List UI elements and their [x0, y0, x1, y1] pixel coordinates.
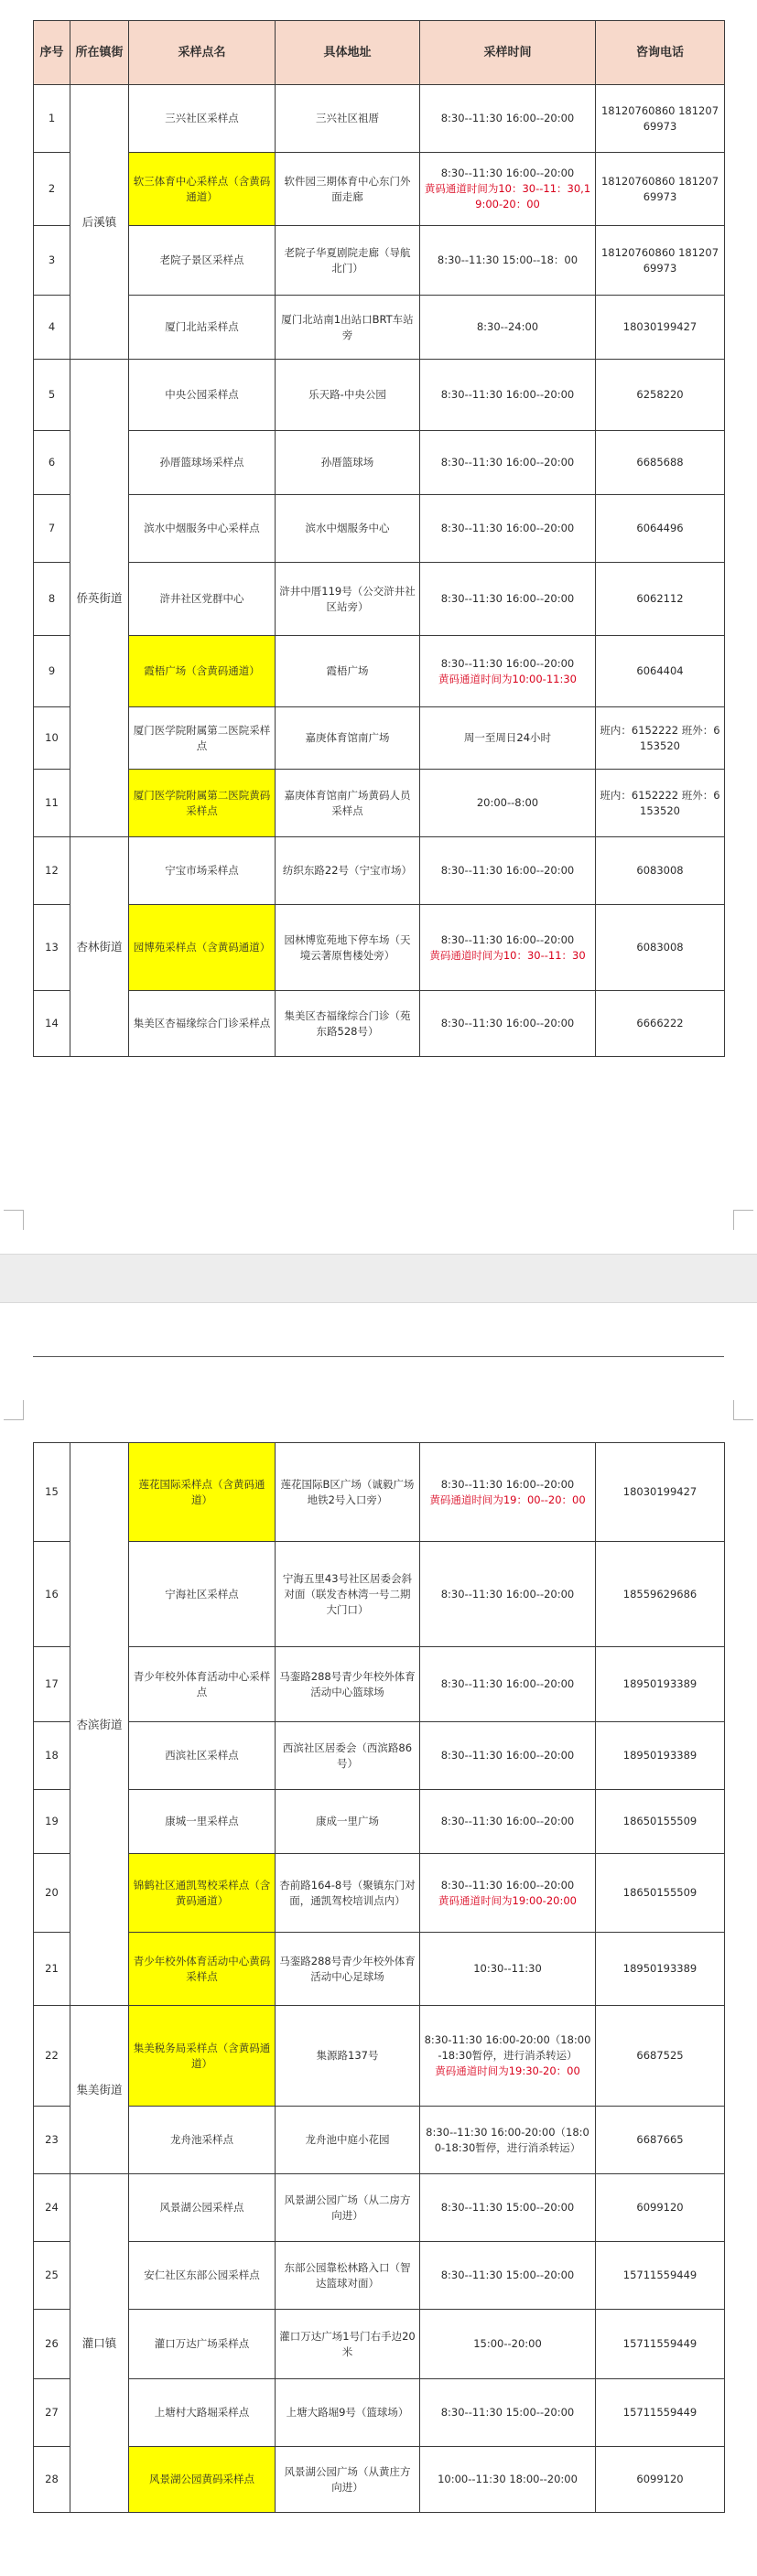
- phone: 6083008: [596, 905, 725, 991]
- sampling-sites-table-part-1: [33, 20, 725, 1057]
- time-text: 20:00--8:00: [476, 796, 539, 809]
- row-no: 22: [34, 2006, 70, 2107]
- time-text: 10:30--11:30: [473, 1962, 542, 1975]
- time-text: 15:00--20:00: [473, 2337, 542, 2350]
- row-no: 26: [34, 2310, 70, 2379]
- row-no: 24: [34, 2174, 70, 2242]
- phone: 18950193389: [596, 1722, 725, 1790]
- sampling-time: [420, 2174, 596, 2242]
- site-name: 浒井社区党群中心: [129, 563, 276, 636]
- row-no: 12: [34, 837, 70, 905]
- time-text: 8:30-11:30 16:00-20:00（18:00-18:30暂停，进行消杀转运）: [424, 2033, 591, 2062]
- time-text: 8:30--11:30 16:00--20:00: [440, 388, 575, 401]
- site-address: 厦门北站南1出站口BRT车站旁: [276, 296, 420, 360]
- phone: 18950193389: [596, 1933, 725, 2006]
- time-text: 8:30--24:00: [476, 320, 539, 333]
- phone: 6083008: [596, 837, 725, 905]
- table-row: [34, 1542, 725, 1647]
- site-address: 乐天路-中央公园: [276, 360, 420, 431]
- yellow-code-time: 黄码通道时间为19：00--20：00: [429, 1493, 586, 1506]
- site-name: 三兴社区采样点: [129, 85, 276, 153]
- site-address: 莲花国际B区广场（诚毅广场地铁2号入口旁）: [276, 1443, 420, 1542]
- yellow-code-time: 黄码通道时间为19:00-20:00: [438, 1893, 577, 1907]
- yellow-code-time: 黄码通道时间为10：30--11：30,19:00-20：00: [424, 182, 591, 210]
- phone: 18030199427: [596, 1443, 725, 1542]
- header-no: 序号: [34, 21, 70, 85]
- site-address: 康成一里广场: [276, 1790, 420, 1854]
- site-name: 莲花国际采样点（含黄码通道）: [129, 1443, 276, 1542]
- table-row: [34, 707, 725, 770]
- phone: 6064496: [596, 495, 725, 563]
- row-no: 19: [34, 1790, 70, 1854]
- time-text: 8:30--11:30 16:00--20:00: [440, 1815, 575, 1827]
- phone: 18559629686: [596, 1542, 725, 1647]
- row-no: 4: [34, 296, 70, 360]
- row-no: 11: [34, 770, 70, 837]
- row-no: 15: [34, 1443, 70, 1542]
- row-no: 8: [34, 563, 70, 636]
- sampling-time: [420, 905, 596, 991]
- sampling-time: [420, 1854, 596, 1933]
- row-no: 25: [34, 2242, 70, 2310]
- table-row: [34, 1443, 725, 1542]
- table-row: [34, 1933, 725, 2006]
- row-no: 14: [34, 991, 70, 1057]
- time-text: 8:30--11:30 16:00--20:00: [440, 167, 575, 179]
- time-text: 8:30--11:30 16:00--20:00: [440, 864, 575, 877]
- document-page-1: [0, 0, 757, 1254]
- site-name: 青少年校外体育活动中心采样点: [129, 1647, 276, 1722]
- phone: 班内：6152222 班外：6153520: [596, 707, 725, 770]
- table-row: [34, 1854, 725, 1933]
- sampling-time: [420, 636, 596, 707]
- phone: 班内：6152222 班外：6153520: [596, 770, 725, 837]
- phone: 15711559449: [596, 2379, 725, 2447]
- site-name: 风景湖公园采样点: [129, 2174, 276, 2242]
- site-name: 软三体育中心采样点（含黄码通道）: [129, 153, 276, 226]
- site-address: 宁海五里43号社区居委会斜对面（联发杏林湾一号二期大门口）: [276, 1542, 420, 1647]
- time-text: 8:30--11:30 16:00-20:00（18:00-18:30暂停，进行消杀转运）: [426, 2125, 589, 2154]
- site-name: 园博苑采样点（含黄码通道）: [129, 905, 276, 991]
- phone: 18120760860 18120769973: [596, 226, 725, 296]
- phone: 15711559449: [596, 2242, 725, 2310]
- site-address: 马銮路288号青少年校外体育活动中心足球场: [276, 1933, 420, 2006]
- phone: 6666222: [596, 991, 725, 1057]
- table-row: [34, 636, 725, 707]
- time-text: 8:30--11:30 16:00--20:00: [440, 592, 575, 605]
- site-address: 灌口万达广场1号门右手边20米: [276, 2310, 420, 2379]
- site-address: 风景湖公园广场（从二房方向进）: [276, 2174, 420, 2242]
- table-row: [34, 837, 725, 905]
- sampling-time: [420, 2447, 596, 2513]
- time-text: 8:30--11:30 16:00--20:00: [440, 456, 575, 469]
- table-header-row: [34, 21, 725, 85]
- site-name: 宁海社区采样点: [129, 1542, 276, 1647]
- row-no: 16: [34, 1542, 70, 1647]
- yellow-code-time: 黄码通道时间为19:30-20：00: [435, 2064, 580, 2077]
- time-text: 8:30--11:30 16:00--20:00: [440, 522, 575, 534]
- time-text: 8:30--11:30 16:00--20:00: [440, 1587, 575, 1601]
- site-name: 孙厝篮球场采样点: [129, 431, 276, 495]
- sampling-time: [420, 2310, 596, 2379]
- table-row: [34, 563, 725, 636]
- row-no: 6: [34, 431, 70, 495]
- yellow-code-time: 黄码通道时间为10：30--11：30: [429, 948, 586, 962]
- site-address: 老院子华夏剧院走廊（导航北门）: [276, 226, 420, 296]
- site-name: 上塘村大路堀采样点: [129, 2379, 276, 2447]
- site-name: 青少年校外体育活动中心黄码采样点: [129, 1933, 276, 2006]
- phone: 6685688: [596, 431, 725, 495]
- site-address: 嘉庚体育馆南广场黄码人员采样点: [276, 770, 420, 837]
- site-name: 中央公园采样点: [129, 360, 276, 431]
- header-time: 采样时间: [420, 21, 596, 85]
- page-corner-mark: [4, 1400, 24, 1420]
- row-no: 5: [34, 360, 70, 431]
- sampling-time: [420, 707, 596, 770]
- phone: 15711559449: [596, 2310, 725, 2379]
- table-row: [34, 296, 725, 360]
- phone: 6099120: [596, 2447, 725, 2513]
- page-corner-mark: [733, 1210, 753, 1230]
- time-text: 8:30--11:30 15:00--18：00: [437, 253, 579, 266]
- row-no: 20: [34, 1854, 70, 1933]
- table-row: [34, 1722, 725, 1790]
- site-name: 厦门北站采样点: [129, 296, 276, 360]
- sampling-sites-table-part-2: [33, 1442, 725, 2513]
- sampling-time: [420, 1790, 596, 1854]
- sampling-time: [420, 991, 596, 1057]
- header-site: 采样点名: [129, 21, 276, 85]
- phone: 6258220: [596, 360, 725, 431]
- sampling-time: [420, 1933, 596, 2006]
- site-address: 上塘大路堀9号（篮球场）: [276, 2379, 420, 2447]
- site-name: 安仁社区东部公园采样点: [129, 2242, 276, 2310]
- site-address: 滨水中烟服务中心: [276, 495, 420, 563]
- sampling-time: [420, 837, 596, 905]
- phone: 18120760860 18120769973: [596, 85, 725, 153]
- time-text: 8:30--11:30 15:00--20:00: [440, 2269, 575, 2281]
- site-address: 风景湖公园广场（从黄庄方向进）: [276, 2447, 420, 2513]
- time-text: 8:30--11:30 16:00--20:00: [440, 1878, 575, 1892]
- row-no: 17: [34, 1647, 70, 1722]
- site-name: 龙舟池采样点: [129, 2107, 276, 2174]
- table-row: [34, 2447, 725, 2513]
- site-address: 集源路137号: [276, 2006, 420, 2107]
- row-no: 9: [34, 636, 70, 707]
- row-no: 21: [34, 1933, 70, 2006]
- time-text: 8:30--11:30 16:00--20:00: [440, 656, 575, 670]
- row-no: 7: [34, 495, 70, 563]
- site-name: 厦门医学院附属第二医院采样点: [129, 707, 276, 770]
- sampling-time: [420, 85, 596, 153]
- sampling-time: [420, 2006, 596, 2107]
- row-no: 1: [34, 85, 70, 153]
- town-cell: 后溪镇: [70, 85, 129, 360]
- table-row: [34, 2242, 725, 2310]
- table-row: [34, 1790, 725, 1854]
- phone: 6064404: [596, 636, 725, 707]
- table-row: [34, 2174, 725, 2242]
- sampling-time: [420, 1542, 596, 1647]
- page-corner-mark: [4, 1210, 24, 1230]
- site-address: 霞梧广场: [276, 636, 420, 707]
- site-name: 康城一里采样点: [129, 1790, 276, 1854]
- table-row: [34, 495, 725, 563]
- sampling-time: [420, 2242, 596, 2310]
- site-address: 软件园三期体育中心东门外面走廊: [276, 153, 420, 226]
- row-no: 28: [34, 2447, 70, 2513]
- time-text: 8:30--11:30 16:00--20:00: [440, 1477, 575, 1491]
- sampling-time: [420, 1722, 596, 1790]
- site-address: 东部公园靠松林路入口（智达篮球对面）: [276, 2242, 420, 2310]
- site-address: 杏前路164-8号（聚镇东门对面，通凯驾校培训点内）: [276, 1854, 420, 1933]
- town-cell: 侨英街道: [70, 360, 129, 837]
- site-name: 霞梧广场（含黄码通道）: [129, 636, 276, 707]
- phone: 18950193389: [596, 1647, 725, 1722]
- table-row: [34, 905, 725, 991]
- time-text: 8:30--11:30 16:00--20:00: [440, 1017, 575, 1029]
- row-no: 13: [34, 905, 70, 991]
- phone: 6062112: [596, 563, 725, 636]
- table-row: [34, 2310, 725, 2379]
- town-cell: 杏林街道: [70, 837, 129, 1057]
- town-cell: 集美街道: [70, 2006, 129, 2174]
- table-row: [34, 2006, 725, 2107]
- phone: 18650155509: [596, 1854, 725, 1933]
- sampling-time: [420, 2379, 596, 2447]
- table-row: [34, 360, 725, 431]
- site-address: 西滨社区居委会（西滨路86号）: [276, 1722, 420, 1790]
- site-address: 马銮路288号青少年校外体育活动中心篮球场: [276, 1647, 420, 1722]
- table-row: [34, 991, 725, 1057]
- phone: 18030199427: [596, 296, 725, 360]
- phone: 6099120: [596, 2174, 725, 2242]
- phone: 18650155509: [596, 1790, 725, 1854]
- sampling-time: [420, 226, 596, 296]
- table-row: [34, 1647, 725, 1722]
- site-address: 集美区杏福缘综合门诊（苑东路528号）: [276, 991, 420, 1057]
- town-cell: 灌口镇: [70, 2174, 129, 2513]
- site-address: 嘉庚体育馆南广场: [276, 707, 420, 770]
- page-corner-mark: [733, 1400, 753, 1420]
- table-row: [34, 226, 725, 296]
- page-separator: [0, 1254, 757, 1303]
- table-row: [34, 2107, 725, 2174]
- phone: 18120760860 18120769973: [596, 153, 725, 226]
- time-text: 10:00--11:30 18:00--20:00: [438, 2473, 578, 2485]
- time-text: 周一至周日24小时: [463, 731, 552, 744]
- header-phone: 咨询电话: [596, 21, 725, 85]
- sampling-time: [420, 495, 596, 563]
- site-name: 厦门医学院附属第二医院黄码采样点: [129, 770, 276, 837]
- row-no: 10: [34, 707, 70, 770]
- phone: 6687525: [596, 2006, 725, 2107]
- site-address: 园林博览苑地下停车场（天境云著原售楼处旁）: [276, 905, 420, 991]
- sampling-time: [420, 431, 596, 495]
- site-name: 集美税务局采样点（含黄码通道）: [129, 2006, 276, 2107]
- site-name: 锦鹤社区通凯驾校采样点（含黄码通道）: [129, 1854, 276, 1933]
- sampling-time: [420, 2107, 596, 2174]
- time-text: 8:30--11:30 16:00--20:00: [440, 1749, 575, 1762]
- table-row: [34, 85, 725, 153]
- site-address: 孙厝篮球场: [276, 431, 420, 495]
- site-name: 集美区杏福缘综合门诊采样点: [129, 991, 276, 1057]
- site-name: 风景湖公园黄码采样点: [129, 2447, 276, 2513]
- time-text: 8:30--11:30 15:00--20:00: [440, 2201, 575, 2214]
- header-town: 所在镇街: [70, 21, 129, 85]
- table-row: [34, 2379, 725, 2447]
- time-text: 8:30--11:30 16:00--20:00: [440, 112, 575, 124]
- phone: 6687665: [596, 2107, 725, 2174]
- town-cell: 杏滨街道: [70, 1443, 129, 2006]
- sampling-time: [420, 1647, 596, 1722]
- row-no: 3: [34, 226, 70, 296]
- site-name: 老院子景区采样点: [129, 226, 276, 296]
- site-address: 龙舟池中庭小花园: [276, 2107, 420, 2174]
- yellow-code-time: 黄码通道时间为10:00-11:30: [438, 672, 577, 685]
- row-no: 27: [34, 2379, 70, 2447]
- time-text: 8:30--11:30 16:00--20:00: [440, 1677, 575, 1690]
- header-address: 具体地址: [276, 21, 420, 85]
- table-row: [34, 770, 725, 837]
- row-no: 2: [34, 153, 70, 226]
- site-name: 滨水中烟服务中心采样点: [129, 495, 276, 563]
- table-row: [34, 431, 725, 495]
- site-name: 西滨社区采样点: [129, 1722, 276, 1790]
- row-no: 23: [34, 2107, 70, 2174]
- table-row: [34, 153, 725, 226]
- site-name: 灌口万达广场采样点: [129, 2310, 276, 2379]
- time-text: 8:30--11:30 16:00--20:00: [440, 932, 575, 946]
- sampling-time: [420, 1443, 596, 1542]
- sampling-time: [420, 360, 596, 431]
- sampling-time: [420, 770, 596, 837]
- site-address: 浒井中厝119号（公交浒井社区站旁）: [276, 563, 420, 636]
- header-rule: [33, 1356, 724, 1357]
- sampling-time: [420, 563, 596, 636]
- sampling-time: [420, 153, 596, 226]
- document-page-2: [0, 1303, 757, 2576]
- sampling-time: [420, 296, 596, 360]
- site-address: 纺织东路22号（宁宝市场）: [276, 837, 420, 905]
- site-name: 宁宝市场采样点: [129, 837, 276, 905]
- time-text: 8:30--11:30 15:00--20:00: [440, 2406, 575, 2419]
- row-no: 18: [34, 1722, 70, 1790]
- site-address: 三兴社区祖厝: [276, 85, 420, 153]
